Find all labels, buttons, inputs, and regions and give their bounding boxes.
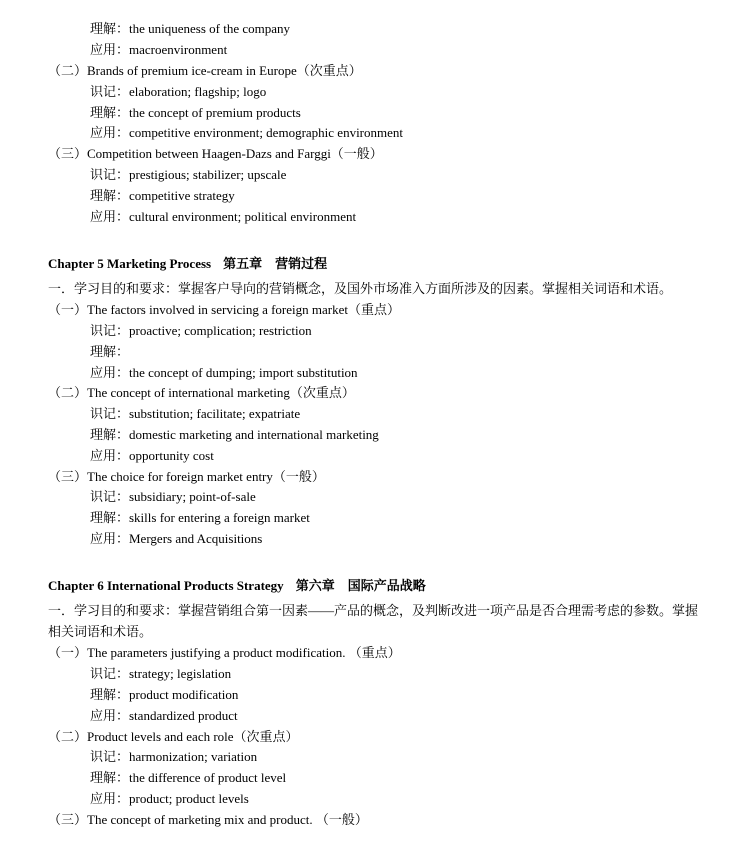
understanding-line: 理解：the uniqueness of the company: [90, 21, 291, 36]
section-heading: （三）Competition between Haagen-Dazs and Farggi（一般）: [48, 146, 383, 161]
chapter-5-heading: [48, 255, 327, 273]
application-line: 应用：product; product levels: [90, 791, 249, 806]
understanding-line: 理解：the concept of premium products: [90, 105, 301, 120]
memorize-line: 识记：strategy; legislation: [90, 666, 232, 681]
chapter-5-title-en: Chapter 5 Marketing Process: [48, 256, 212, 271]
understanding-line: 理解：domestic marketing and international marketing: [90, 427, 379, 442]
section-heading: （一）The parameters justifying a product modification. （重点）: [48, 645, 401, 660]
memorize-line: 识记：prestigious; stabilizer; upscale: [90, 167, 287, 182]
chapter-5-objective: 一．学习目的和要求：掌握客户导向的营销概念，及国外市场准入方面所涉及的因素。掌握相关词语和术语。: [48, 281, 673, 296]
chapter-6-heading: [48, 577, 426, 595]
memorize-line: 识记：harmonization; variation: [90, 749, 258, 764]
section-heading: （二）Product levels and each role（次重点）: [48, 729, 299, 744]
application-line: 应用：the concept of dumping; import substitution: [90, 365, 358, 380]
chapter-6-title-en: Chapter 6 International Products Strategy: [48, 578, 284, 593]
memorize-line: 识记：subsidiary; point-of-sale: [90, 489, 256, 504]
application-line: 应用：macroenvironment: [90, 42, 228, 57]
chapter-6-objective-line-2: 相关词语和术语。: [48, 624, 153, 639]
application-line: 应用：cultural environment; political environment: [90, 209, 357, 224]
chapter-6-objective-line-1: 一．学习目的和要求：掌握营销组合第一因素——产品的概念，及判断改进一项产品是否合理需考虑的参数。掌握: [48, 603, 699, 618]
section-heading: （二）Brands of premium ice-cream in Europe（次重点）: [48, 63, 362, 78]
application-line: 应用：standardized product: [90, 708, 238, 723]
memorize-line: 识记：substitution; facilitate; expatriate: [90, 406, 301, 421]
section-heading: （三）The concept of marketing mix and product. （一般）: [48, 812, 368, 827]
understanding-line: 理解：skills for entering a foreign market: [90, 510, 310, 525]
understanding-line: 理解：: [90, 344, 130, 359]
understanding-line: 理解：the difference of product level: [90, 770, 287, 785]
understanding-line: 理解：product modification: [90, 687, 239, 702]
understanding-line: 理解：competitive strategy: [90, 188, 235, 203]
section-heading: （一）The factors involved in servicing a foreign market（重点）: [48, 302, 400, 317]
chapter-6-title-cn: 第六章 国际产品战略: [295, 578, 426, 593]
chapter-5-title-cn: 第五章 营销过程: [223, 256, 328, 271]
memorize-line: 识记：proactive; complication; restriction: [90, 323, 312, 338]
section-heading: （三）The choice for foreign market entry（一般）: [48, 469, 325, 484]
application-line: 应用：opportunity cost: [90, 448, 214, 463]
section-heading: （二）The concept of international marketing（次重点）: [48, 385, 355, 400]
application-line: 应用：Mergers and Acquisitions: [90, 531, 263, 546]
memorize-line: 识记：elaboration; flagship; logo: [90, 84, 267, 99]
application-line: 应用：competitive environment; demographic environment: [90, 125, 404, 140]
